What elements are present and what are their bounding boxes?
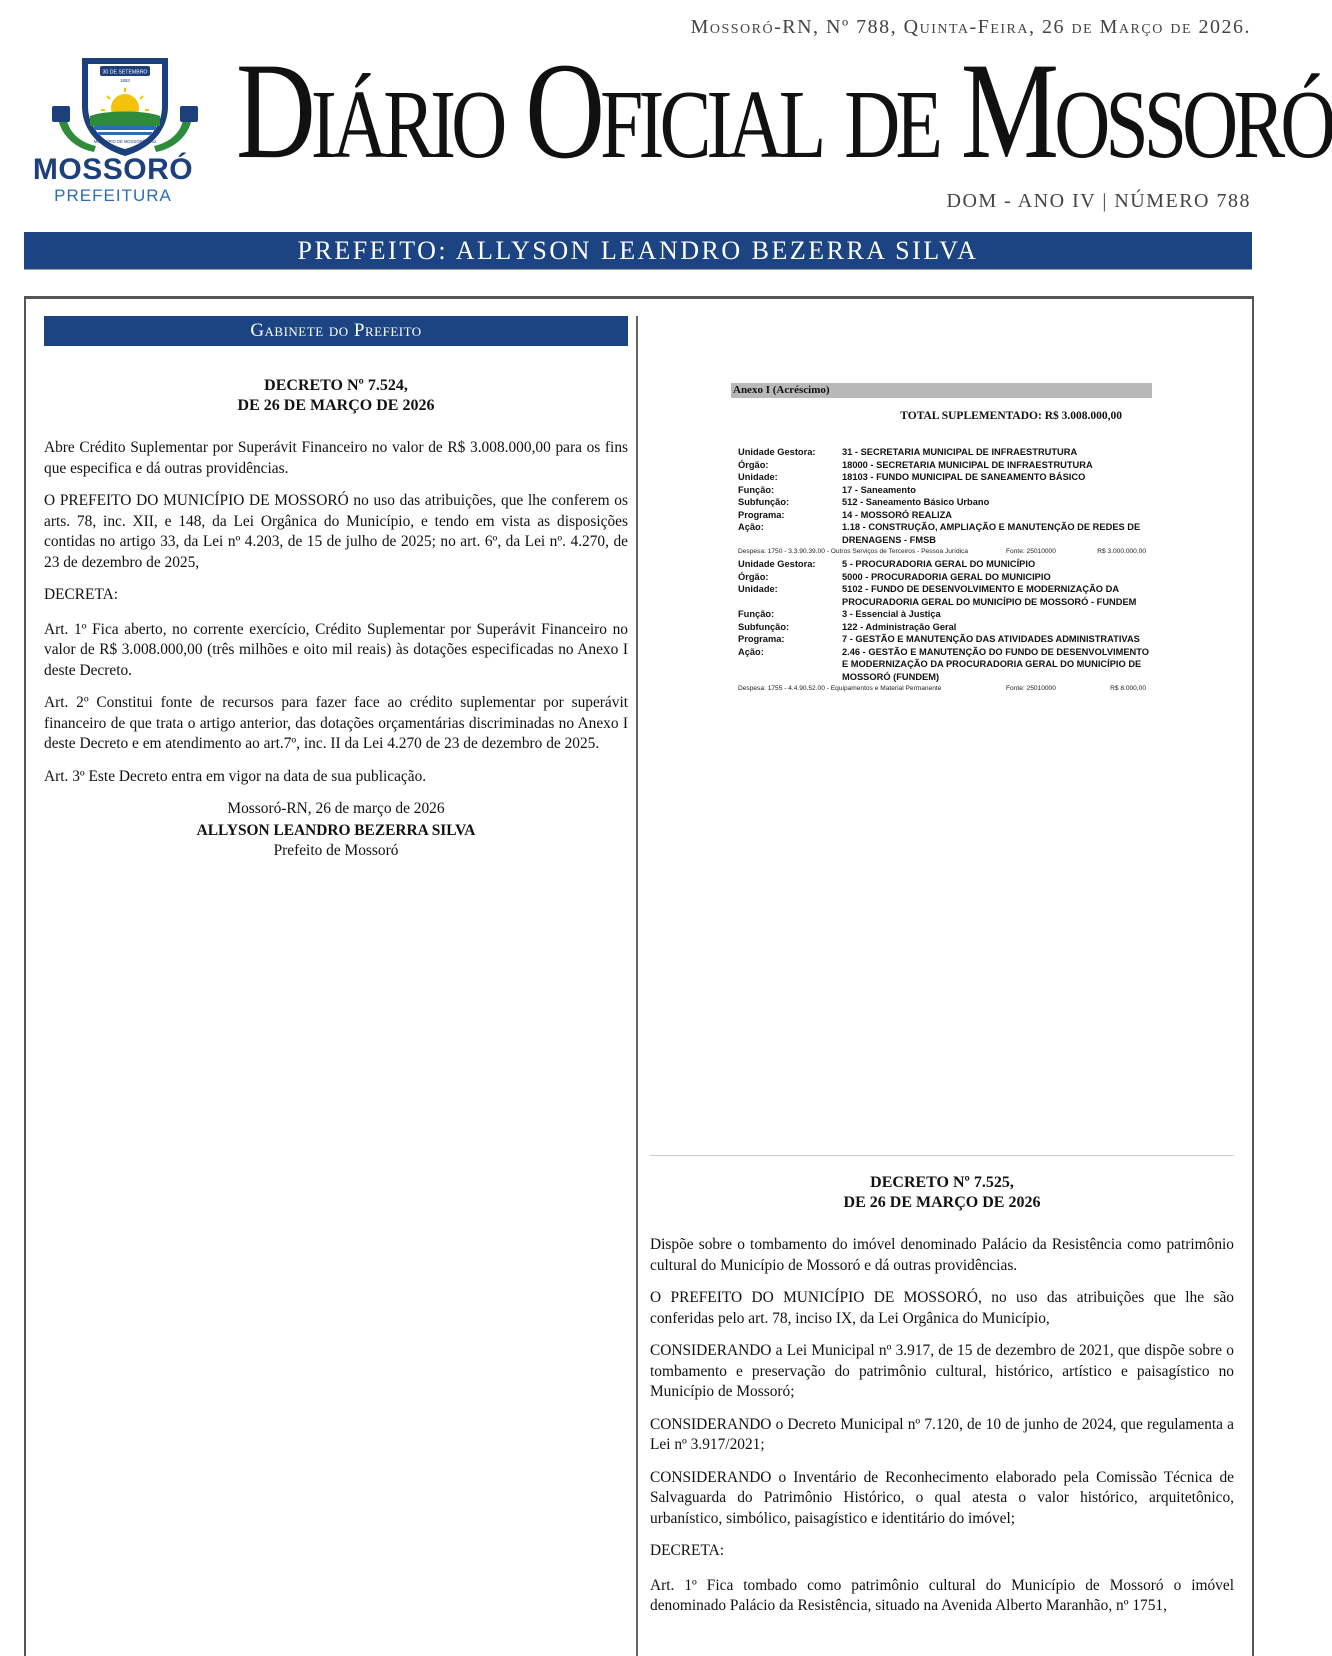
article-3: Art. 3º Este Decreto entra em vigor na data de sua publicação. — [44, 767, 427, 785]
prefeito-banner: PREFEITO: ALLYSON LEANDRO BEZERRA SILVA — [24, 232, 1252, 270]
place-date: Mossoró-RN, 26 de março de 2026 — [227, 800, 445, 817]
section-title: Gabinete do Prefeito — [44, 316, 628, 346]
article-1: Art. 1º Fica aberto, no corrente exercício, Crédito Suplementar por Superávit Financeiro no valor de R$ 3.008.000,00 (três milhões e oito mil reais) às dotações especificadas no Anexo I deste Decreto. — [44, 620, 628, 679]
issue-date-line: Mossoró-RN, Nº 788, Quinta-Feira, 26 de Março de 2026. — [690, 16, 1251, 38]
signer-role: Prefeito de Mossoró — [273, 842, 399, 859]
table-row: Programa: 7 - GESTÃO E MANUTENÇÃO DAS ATIVIDADES ADMINISTRATIVAS — [738, 634, 1140, 644]
table-row: Programa: 14 - MOSSORÓ REALIZA — [738, 509, 953, 520]
annex-heading: Anexo I (Acréscimo) — [731, 383, 1152, 398]
table-row: Subfunção: 512 - Saneamento Básico Urbano — [738, 497, 990, 507]
expense-row: Despesa: 1750 - 3.3.90.39.00 - Outros Serviços de Terceiros - Pessoa Jurídica Fonte: 25010000 R$ 3.000.000,00 — [738, 548, 1146, 555]
considerando-3: CONSIDERANDO o Inventário de Reconhecimento elaborado pela Comissão Técnica de Salvaguarda do Patrimônio Histórico, o qual atesta o valor histórico, arquitetônico, urbanístico, simbólico, paisagístico e identitário do imóvel; — [650, 1468, 1234, 1527]
decree-title-line-1: DECRETO Nº 7.525, — [870, 1174, 1014, 1191]
table-row: Subfunção: 122 - Administração Geral — [738, 621, 957, 632]
table-row: Função: 17 - Saneamento — [738, 484, 916, 495]
table-row: Órgão: 5000 - PROCURADORIA GERAL DO MUNICIPIO — [738, 571, 1051, 582]
masthead-title: Diário Oficial de Mossoró — [236, 34, 1332, 187]
annex-entries — [738, 446, 1152, 695]
annex-total: TOTAL SUPLEMENTADO: R$ 3.008.000,00 — [900, 410, 1122, 422]
decree-title-line-1: DECRETO Nº 7.524, — [264, 377, 408, 394]
section-divider — [650, 1155, 1234, 1156]
decree-title-line-2: DE 26 DE MARÇO DE 2026 — [237, 397, 435, 414]
decreta-label: DECRETA: — [650, 1542, 725, 1559]
table-row: Unidade: 18103 - FUNDO MUNICIPAL DE SANEAMENTO BÁSICO — [738, 472, 1086, 482]
decree-preamble: O PREFEITO DO MUNICÍPIO DE MOSSORÓ no uso das atribuições, que lhe conferem os arts. 78, inc. XII, e 148, da Lei Orgânica do Município, e tendo em vista as disposições contidas no artigo 33, da Lei nº 4.203, de 15 de julho de 2025; no art. 6º, da Lei nº. 4.270, de 23 de dezembro de 2025, — [44, 492, 628, 571]
coat-of-arms-icon — [50, 50, 200, 158]
logo-name: MOSSORÓ — [32, 153, 194, 186]
signer-name: ALLYSON LEANDRO BEZERRA SILVA — [196, 822, 476, 839]
considerando-2: CONSIDERANDO o Decreto Municipal nº 7.120, de 10 de junho de 2024, que regulamenta a Lei nº 3.917/2021; — [650, 1415, 1234, 1453]
considerando-1: CONSIDERANDO a Lei Municipal nº 3.917, de 15 de dezembro de 2021, que dispõe sobre o tombamento e preservação do patrimônio cultural, histórico, artístico e paisagístico no Município de Mossoró; — [650, 1342, 1234, 1400]
right-column — [650, 1173, 1234, 1617]
table-row: Unidade Gestora: 31 - SECRETARIA MUNICIPAL DE INFRAESTRUTURA — [738, 447, 1078, 457]
expense-row: Despesa: 1755 - 4.4.90.52.00 - Equipamentos e Material Permanente Fonte: 25010000 R$ 8.000,00 — [738, 685, 1146, 692]
article-1: Art. 1º Fica tombado como patrimônio cultural do Município de Mossoró o imóvel denominado Palácio da Resistência, situado na Avenida Alberto Maranhão, nº 1751, — [650, 1576, 1234, 1614]
column-divider — [636, 316, 638, 1656]
logo-ring-text: MUNICÍPIO DE MOSSORÓ 1852 — [93, 139, 157, 144]
decree-ementa: Dispõe sobre o tombamento do imóvel denominado Palácio da Resistência como patrimônio cultural do Município de Mossoró e dá outras providências. — [650, 1236, 1234, 1274]
table-row: Unidade: 5102 - FUNDO DE DESENVOLVIMENTO E MODERNIZAÇÃO DA PROCURADORIA GERAL DO MUNICÍPIO DE MOSSORÓ - FUNDEM — [738, 584, 1137, 607]
logo-subtitle: PREFEITURA — [54, 186, 172, 205]
table-row: Órgão: 18000 - SECRETARIA MUNICIPAL DE INFRAESTRUTURA — [738, 459, 1093, 470]
decreta-label: DECRETA: — [44, 586, 119, 603]
logo-ribbon-year: 1883 — [120, 78, 130, 83]
table-row: Ação: 2.46 - GESTÃO E MANUTENÇÃO DO FUNDO DE DESENVOLVIMENTO E MODERNIZAÇÃO DA PROCURADORIA GERAL DO MUNICÍPIO DE MOSSORÓ (FUNDEM) — [738, 646, 1150, 682]
logo-ribbon-top: 30 DE SETEMBRO — [102, 69, 148, 76]
left-column — [44, 316, 628, 861]
edition-number: DOM - ANO IV | NÚMERO 788 — [946, 190, 1251, 212]
table-row: Unidade Gestora: 5 - PROCURADORIA GERAL DO MUNICÍPIO — [738, 559, 1036, 569]
decree-ementa: Abre Crédito Suplementar por Superávit Financeiro no valor de R$ 3.008.000,00 para os fins que especifica e dá outras providências. — [44, 439, 628, 477]
decree-preamble: O PREFEITO DO MUNICÍPIO DE MOSSORÓ, no uso das atribuições que lhe são conferidas pelo art. 78, inciso IX, da Lei Orgânica do Município, — [650, 1289, 1234, 1327]
table-row: Ação: 1.18 - CONSTRUÇÃO, AMPLIAÇÃO E MANUTENÇÃO DE REDES DE DRENAGENS - FMSB — [738, 522, 1141, 545]
table-row: Função: 3 - Essencial à Justiça — [738, 609, 941, 619]
prefeitura-logo — [24, 46, 202, 206]
article-2: Art. 2º Constitui fonte de recursos para fazer face ao crédito suplementar por superávit financeiro de que trata o artigo anterior, das dotações orçamentárias discriminadas no Anexo I deste Decreto e em atendimento ao art.7º, inc. II da Lei 4.270 de 23 de dezembro de 2025. — [44, 694, 628, 752]
decree-title-line-2: DE 26 DE MARÇO DE 2026 — [843, 1194, 1041, 1211]
annex-table-image — [731, 383, 1152, 695]
